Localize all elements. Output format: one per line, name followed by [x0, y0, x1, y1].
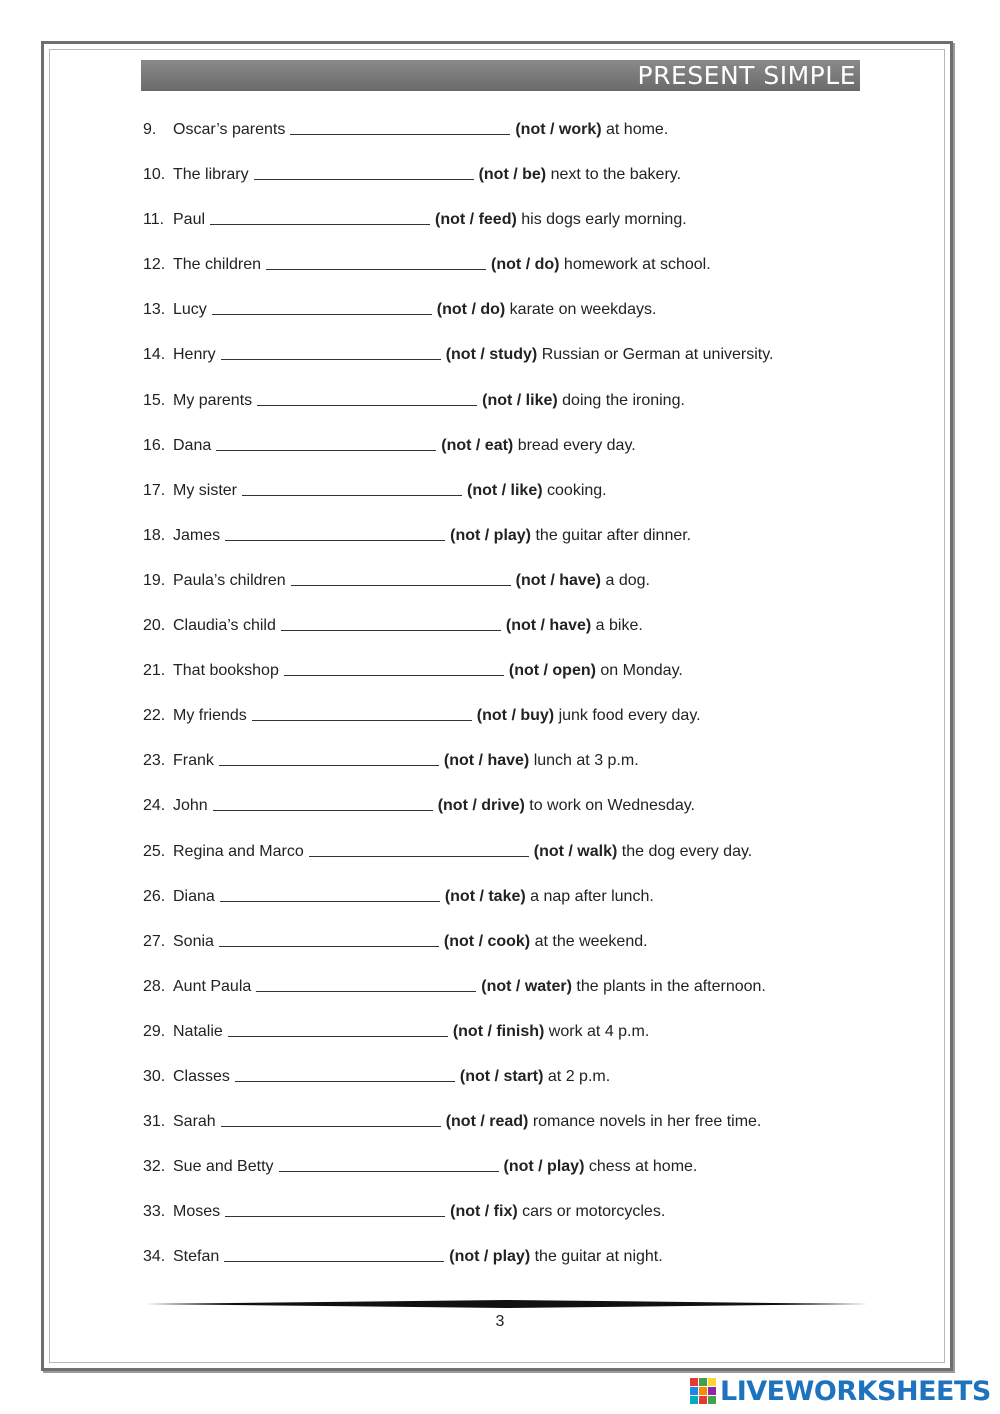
exercise-rest: at 2 p.m. — [547, 1067, 611, 1085]
answer-blank[interactable] — [225, 523, 445, 541]
exercise-subject: My friends — [173, 707, 247, 725]
exercise-item — [143, 884, 863, 929]
exercise-item — [143, 1244, 863, 1289]
exercise-rest: at home. — [606, 121, 669, 138]
exercise-number: 19. — [143, 571, 166, 589]
verb-hint: (not / do) — [436, 301, 506, 319]
brand-watermark — [690, 1376, 991, 1406]
answer-blank[interactable] — [213, 793, 433, 811]
answer-blank[interactable] — [219, 748, 439, 766]
exercise-item — [143, 974, 863, 1019]
exercise-subject: Paul — [173, 211, 206, 229]
exercise-rest: on Monday. — [600, 662, 683, 680]
exercise-item — [143, 1199, 863, 1244]
exercise-rest: karate on weekdays. — [509, 301, 657, 319]
verb-hint: (not / drive) — [437, 797, 525, 815]
verb-hint: (not / play) — [449, 1248, 531, 1266]
exercise-number: 30. — [143, 1067, 166, 1085]
exercise-rest: a nap after lunch. — [530, 887, 654, 905]
answer-blank[interactable] — [242, 478, 462, 496]
exercise-subject: Diana — [173, 887, 215, 905]
exercise-rest: homework at school. — [563, 256, 711, 274]
answer-blank[interactable] — [257, 388, 477, 406]
exercise-subject: Sue and Betty — [173, 1158, 274, 1176]
exercise-item — [143, 613, 863, 658]
verb-hint: (not / be) — [478, 166, 547, 184]
exercise-subject: My parents — [173, 391, 253, 409]
exercise-subject: Moses — [173, 1203, 221, 1221]
verb-hint: (not / play) — [450, 526, 532, 544]
exercise-item — [143, 523, 863, 568]
page-title: PRESENT SIMPLE — [637, 61, 856, 90]
answer-blank[interactable] — [221, 1109, 441, 1127]
exercise-subject: Oscar’s parents — [173, 121, 286, 138]
exercise-list — [143, 117, 863, 1289]
exercise-number: 29. — [143, 1022, 166, 1040]
exercise-subject: John — [173, 797, 208, 815]
exercise-number: 18. — [143, 526, 166, 544]
answer-blank[interactable] — [279, 1154, 499, 1172]
exercise-item — [143, 252, 863, 297]
exercise-item — [143, 793, 863, 838]
exercise-number: 9. — [143, 121, 157, 138]
exercise-number: 21. — [143, 662, 166, 680]
answer-blank[interactable] — [225, 1199, 445, 1217]
verb-hint: (not / buy) — [476, 707, 555, 725]
answer-blank[interactable] — [228, 1019, 448, 1037]
answer-blank[interactable] — [210, 207, 430, 225]
exercise-subject: Regina and Marco — [173, 842, 304, 860]
exercise-item — [143, 297, 863, 342]
exercise-number: 27. — [143, 932, 166, 950]
exercise-subject: Sarah — [173, 1113, 216, 1131]
exercise-rest: a dog. — [605, 571, 650, 589]
exercise-subject: The children — [173, 256, 262, 274]
exercise-item — [143, 929, 863, 974]
verb-hint: (not / take) — [444, 887, 526, 905]
exercise-rest: bread every day. — [517, 436, 636, 454]
exercise-rest: lunch at 3 p.m. — [533, 752, 639, 770]
exercise-item — [143, 342, 863, 387]
answer-blank[interactable] — [219, 929, 439, 947]
exercise-item — [143, 1019, 863, 1064]
verb-hint: (not / have) — [515, 571, 602, 589]
answer-blank[interactable] — [224, 1244, 444, 1262]
verb-hint: (not / finish) — [452, 1022, 545, 1040]
verb-hint: (not / walk) — [533, 842, 618, 860]
verb-hint: (not / have) — [505, 617, 592, 635]
exercise-number: 23. — [143, 752, 166, 770]
exercise-rest: the dog every day. — [621, 842, 753, 860]
exercise-item — [143, 1109, 863, 1154]
liveworksheets-logo-icon — [690, 1378, 716, 1404]
exercise-rest: the plants in the afternoon. — [576, 977, 766, 995]
verb-hint: (not / like) — [482, 391, 558, 409]
exercise-rest: junk food every day. — [558, 707, 701, 725]
exercise-number: 32. — [143, 1158, 166, 1176]
exercise-subject: Classes — [173, 1067, 230, 1085]
answer-blank[interactable] — [256, 974, 476, 992]
exercise-item — [143, 703, 863, 748]
exercise-subject: Lucy — [173, 301, 207, 319]
verb-hint: (not / cook) — [443, 932, 531, 950]
exercise-subject: Claudia’s child — [173, 617, 276, 635]
answer-blank[interactable] — [252, 703, 472, 721]
exercise-number: 31. — [143, 1113, 166, 1131]
exercise-subject: Sonia — [173, 932, 214, 950]
exercise-subject: The library — [173, 166, 249, 184]
answer-blank[interactable] — [220, 884, 440, 902]
header-bar — [141, 60, 860, 91]
exercise-subject: My sister — [173, 481, 237, 499]
exercise-subject: Paula’s children — [173, 571, 286, 589]
exercise-rest: doing the ironing. — [562, 391, 685, 409]
verb-hint: (not / feed) — [435, 211, 517, 229]
exercise-rest: the guitar at night. — [534, 1248, 663, 1266]
answer-blank[interactable] — [235, 1064, 455, 1082]
exercise-subject: Natalie — [173, 1022, 223, 1040]
exercise-number: 25. — [143, 842, 166, 860]
verb-hint: (not / eat) — [441, 436, 514, 454]
exercise-subject: Henry — [173, 346, 216, 364]
answer-blank[interactable] — [290, 117, 510, 135]
answer-blank[interactable] — [309, 839, 529, 857]
answer-blank[interactable] — [221, 342, 441, 360]
exercise-rest: his dogs early morning. — [521, 211, 687, 229]
exercise-number: 22. — [143, 707, 166, 725]
answer-blank[interactable] — [266, 252, 486, 270]
exercise-number: 16. — [143, 436, 166, 454]
exercise-number: 24. — [143, 797, 166, 815]
verb-hint: (not / open) — [508, 662, 596, 680]
verb-hint: (not / work) — [515, 121, 602, 138]
exercise-item — [143, 1064, 863, 1109]
answer-blank[interactable] — [216, 433, 436, 451]
exercise-rest: romance novels in her free time. — [532, 1113, 762, 1131]
answer-blank[interactable] — [254, 162, 474, 180]
exercise-rest: Russian or German at university. — [541, 346, 774, 364]
exercise-rest: at the weekend. — [534, 932, 648, 950]
exercise-number: 15. — [143, 391, 166, 409]
exercise-number: 12. — [143, 256, 166, 274]
verb-hint: (not / start) — [459, 1067, 544, 1085]
brand-name: LIVEWORKSHEETS — [720, 1375, 991, 1407]
exercise-rest: chess at home. — [588, 1158, 698, 1176]
footer-divider — [145, 1300, 868, 1308]
verb-hint: (not / do) — [491, 256, 560, 274]
exercise-item — [143, 433, 863, 478]
exercise-number: 33. — [143, 1203, 166, 1221]
exercise-item — [143, 207, 863, 252]
exercise-rest: cooking. — [547, 481, 607, 499]
exercise-rest: a bike. — [595, 617, 643, 635]
exercise-item — [143, 478, 863, 523]
exercise-rest: next to the bakery. — [550, 166, 682, 184]
verb-hint: (not / fix) — [450, 1203, 518, 1221]
exercise-subject: Dana — [173, 436, 212, 454]
exercise-item — [143, 162, 863, 207]
exercise-number: 13. — [143, 301, 166, 319]
exercise-item — [143, 748, 863, 793]
exercise-subject: Stefan — [173, 1248, 220, 1266]
verb-hint: (not / have) — [443, 752, 530, 770]
verb-hint: (not / read) — [445, 1113, 529, 1131]
exercise-subject: Frank — [173, 752, 214, 770]
exercise-item — [143, 117, 863, 162]
verb-hint: (not / play) — [503, 1158, 585, 1176]
verb-hint: (not / study) — [445, 346, 538, 364]
exercise-number: 20. — [143, 617, 166, 635]
exercise-subject: That bookshop — [173, 662, 279, 680]
exercise-subject: James — [173, 526, 221, 544]
exercise-number: 28. — [143, 977, 166, 995]
exercise-item — [143, 388, 863, 433]
exercise-subject: Aunt Paula — [173, 977, 252, 995]
exercise-number: 11. — [143, 211, 165, 229]
verb-hint: (not / like) — [467, 481, 543, 499]
exercise-rest: the guitar after dinner. — [535, 526, 692, 544]
exercise-rest: cars or motorcycles. — [522, 1203, 666, 1221]
exercise-item — [143, 658, 863, 703]
page-number: 3 — [495, 1313, 505, 1330]
exercise-item — [143, 1154, 863, 1199]
exercise-item — [143, 568, 863, 613]
exercise-number: 10. — [143, 166, 166, 184]
exercise-rest: to work on Wednesday. — [529, 797, 695, 815]
exercise-number: 26. — [143, 887, 166, 905]
exercise-number: 17. — [143, 481, 166, 499]
answer-blank[interactable] — [284, 658, 504, 676]
answer-blank[interactable] — [212, 297, 432, 315]
exercise-item — [143, 839, 863, 884]
exercise-number: 14. — [143, 346, 166, 364]
answer-blank[interactable] — [291, 568, 511, 586]
answer-blank[interactable] — [281, 613, 501, 631]
verb-hint: (not / water) — [481, 977, 572, 995]
exercise-number: 34. — [143, 1248, 166, 1266]
exercise-rest: work at 4 p.m. — [548, 1022, 650, 1040]
